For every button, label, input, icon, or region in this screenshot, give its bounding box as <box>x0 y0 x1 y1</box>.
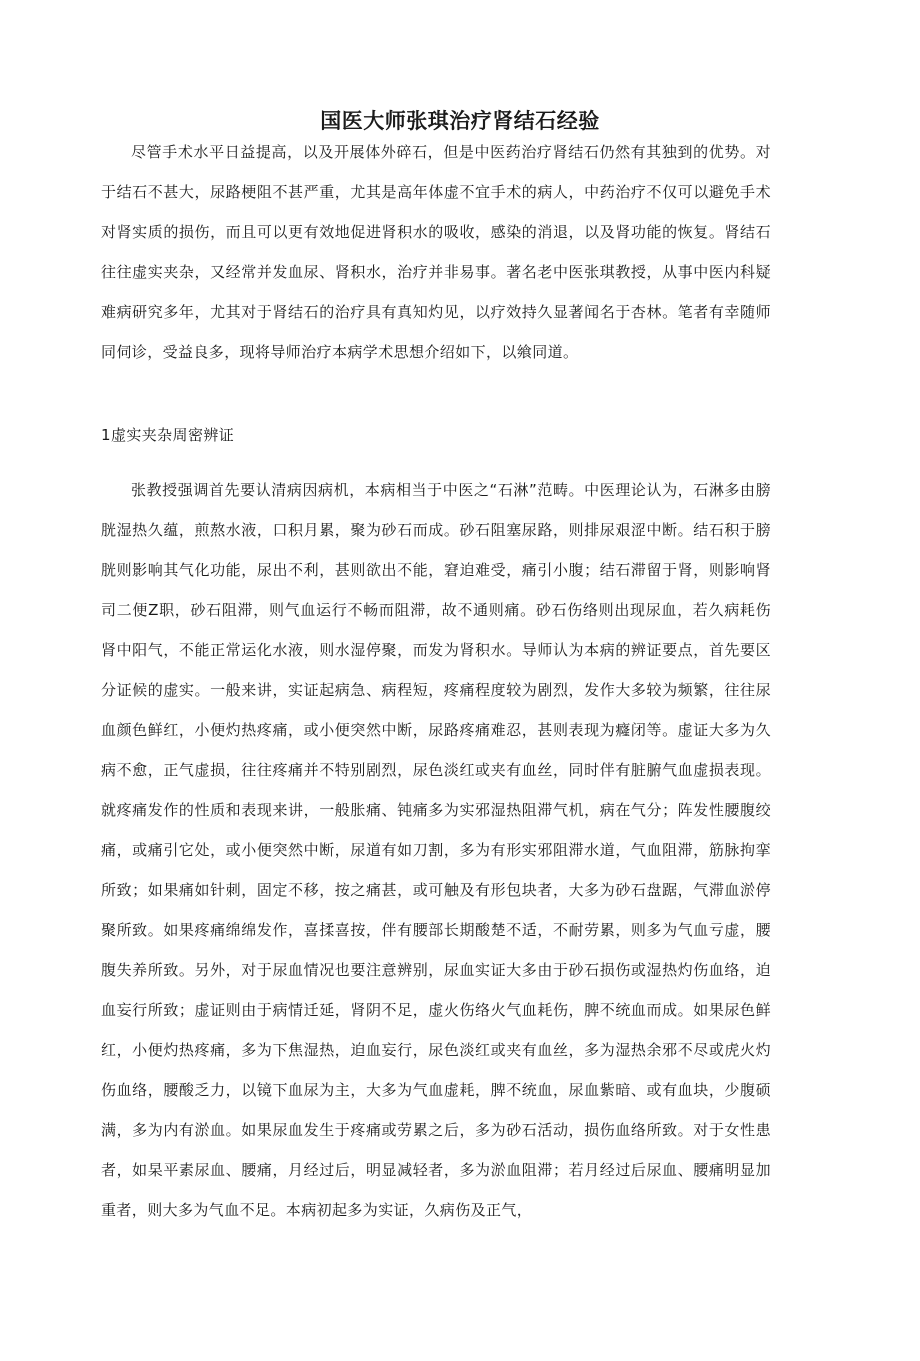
document-title: 国医大师张琪治疗肾结石经验 <box>320 109 600 134</box>
section-1-paragraph: 张教授强调首先要认清病因病机，本病相当于中医之“石淋”范畴。中医理论认为，石淋多由膀胱湿热久蕴，煎熬水液，口积月累，聚为砂石而成。砂石阻塞尿路，则排尿艰涩中断。结石积于膀胱则影响其气化功能，尿出不利，甚则欲出不能，窘迫难受，痛引小腹；结石滞留于肾，则影响肾司二便Z职，砂石阻滞，则气血运行不畅而阻滞，故不通则痛。砂石伤络则出现尿血，若久病耗伤肾中阳气，不能正常运化水液，则水湿停聚，而发为肾积水。导师认为本病的辨证要点，首先要区分证候的虚实。一般来讲，实证起病急、病程短，疼痛程度较为剧烈，发作大多较为频繁，往往尿血颜色鲜红，小便灼热疼痛，或小便突然中断，尿路疼痛难忍，甚则表现为癃闭等。虚证大多为久病不愈，正气虚损，往往疼痛并不特别剧烈，尿色淡红或夹有血丝，同时伴有脏腑气血虚损表现。就疼痛发作的性质和表现来讲，一般胀痛、钝痛多为实邪湿热阻滞气机，病在气分；阵发性腰腹绞痛，或痛引它处，或小便突然中断，尿道有如刀割，多为有形实邪阻滞水道，气血阻滞，筋脉拘挛所致；如果痛如针刺，固定不移，按之痛甚，或可触及有形包块者，大多为砂石盘踞，气滞血淤停聚所致。如果疼痛绵绵发作，喜揉喜按，伴有腰部长期酸楚不适，不耐劳累，则多为气血亏虚，腰腹失养所致。另外，对于尿血情况也要注意辨别，尿血实证大多由于砂石损伤或湿热灼伤血络，迫血妄行所致；虚证则由于病情迁延，肾阴不足，虚火伤络火气血耗伤，脾不统血而成。如果尿色鲜红，小便灼热疼痛，多为下焦湿热，迫血妄行，尿色淡红或夹有血丝，多为湿热余邪不尽或虎火灼伤血络，腰酸乏力，以镜下血尿为主，大多为气血虚耗，脾不统血，尿血紫暗、或有血块，少腹硕满，多为内有淤血。如果尿血发生于疼痛或劳累之后，多为砂石活动，损伤血络所致。对于女性患者，如杲平素尿血、腰痛，月经过后，明显减轻者，多为淤血阻滞；若月经过后尿血、腰痛明显加重者，则大多为气血不足。本病初起多为实证，久病伤及正气， <box>101 481 771 1219</box>
intro-paragraph: 尽管手术水平日益提高，以及开展体外碎石，但是中医药治疗肾结石仍然有其独到的优势。对于结石不甚大，尿路梗阻不甚严重，尤其是高年体虚不宜手术的病人，中药治疗不仅可以避免手术对肾实质的损伤，而且可以更有效地促进肾积水的吸收，感染的消退，以及肾功能的恢复。肾结石往往虚实夹杂，又经常并发血尿、肾积水，治疗并非易事。著名老中医张琪教授，从事中医内科疑难病研究多年，尤其对于肾结石的治疗具有真知灼见，以疗效持久显著闻名于杏林。笔者有幸随师同伺诊，受益良多，现将导师治疗本病学术思想介绍如下，以飨同道。 <box>101 143 771 361</box>
section-heading-1: 1虚实夹杂周密辨证 <box>101 426 235 444</box>
